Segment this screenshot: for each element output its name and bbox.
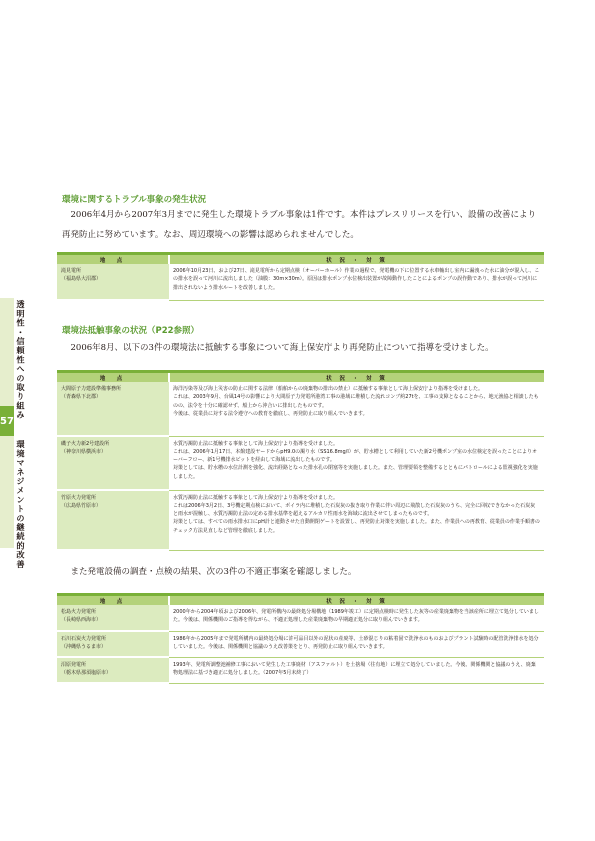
page-number: 57 bbox=[0, 406, 14, 436]
row-place: 石川石炭火力発電所 （沖縄県うるま市） bbox=[57, 631, 169, 657]
table-row bbox=[57, 631, 544, 657]
row-place: 磯子火力新2号建設所 （神奈川県横浜市） bbox=[57, 436, 169, 490]
row-desc: 2006年10月23日、および27日、滝見電所から定期点検（オーバーホール）作業の過程で、発電機の下に位置する水車軸出し室内に漏洩った水に油分が混入し、この排水を誤って河川に流出しました（油膜：30m×30m）。原因は排水ポンプ水位検出装置が故障動作したことによるポンプの誤作動であり、排水が誤って河川に排出されないよう排水ルートを改善しました。 bbox=[169, 264, 544, 300]
table3-header-desc: 状 況 ・ 対 策 bbox=[169, 596, 544, 605]
row-place: 滝見電所 （福島県大沼郡） bbox=[57, 264, 169, 300]
row-desc: 水質汚濁防止法に抵触する事象として海上保安庁より指導を受けました。 これは2006年3月2日、3号機定期点検において、ボイラ内に堆積した石炭灰の抜き取り作業に伴い周辺に飛散した石炭灰のうち、完全に回収できなかった石炭灰と雨水が混触し、水質汚濁防止法の定める排水基準を超えるアルカリ性雨水を海域に流出させてしまったものです。 対策としては、すべての雨水排水口にpH計と連動させた自動開閉ゲートを設置し、再発防止対策を実施しました。また、作業員への再教育、従業員の作業手順書のチェック方法見直しなど管理を徹底しました。 bbox=[169, 490, 544, 550]
table-row bbox=[57, 657, 544, 683]
row-place: 松島火力発電所 （長崎県西海市） bbox=[57, 605, 169, 631]
table3 bbox=[57, 596, 544, 684]
side-tab-bottom bbox=[0, 436, 14, 548]
table3-header-place: 地 点 bbox=[57, 596, 169, 605]
table2 bbox=[57, 373, 544, 551]
row-desc: 1986年から2005年まで発電所構内の最終処分場に許可品目以外の泥状の産廃等、土砂混じりの粘着固で洗浄水のものおよびプラント試験時の配管洗浄排水を処分していました。今後は、関係機関と協議のうえ改善策をとり、再発防止に取り組んでいきます。 bbox=[169, 631, 544, 657]
section2-paragraph: 2006年8月、以下の3件の環境法に抵触する事象について海上保安庁より再発防止について指導を受けました。 bbox=[70, 343, 494, 353]
side-title-bottom: 環境マネジメントの継続的改善 bbox=[16, 440, 26, 569]
table-row bbox=[57, 436, 544, 490]
table2-header-desc: 状 況 ・ 対 策 bbox=[169, 373, 544, 382]
row-desc: 1993年、発電所調整池補修工事において発生した工事廃材（アスファルト）を土捨場（往有地）に埋立て処分していました。今後、関係機関と協議のうえ、廃棄物処理法に基づき適正に処分しました。（2007年5月末終了） bbox=[169, 657, 544, 683]
section2-heading: 環境法抵触事象の状況（P22参照） bbox=[62, 326, 200, 336]
section1-heading: 環境に関するトラブル事象の発生状況 bbox=[62, 195, 207, 205]
section1-paragraph: 2006年4月から2007年3月までに発生した環境トラブル事象は1件です。本件はプレスリリースを行い、設備の改善により再発防止に努めています。なお、周辺環境への影響は認められませんでした。 bbox=[62, 210, 536, 240]
table-row bbox=[57, 264, 544, 300]
table1-header-place: 地 点 bbox=[57, 255, 169, 264]
table-row bbox=[57, 382, 544, 436]
row-desc: 2000年から2004年頃および2006年、発電所構内の最終処分場構地（1989年竣工）に定期点検時に発生した灰等の産業廃棄物を当該産所に埋立て処分していました。今後は、関係機関のご指導を得ながら、不適正処理した産業廃棄物の早期適正処分に取り組んでいきます。 bbox=[169, 605, 544, 631]
row-place: 竹原火力発電所 （広島県竹原市） bbox=[57, 490, 169, 550]
side-title-top: 透明性・信頼性への取り組み bbox=[16, 300, 26, 420]
table1 bbox=[57, 255, 544, 301]
row-place: 大間原子力建設準備事務所 （青森県下北郡） bbox=[57, 382, 169, 436]
table-row bbox=[57, 605, 544, 631]
side-tab-top bbox=[0, 298, 14, 406]
row-desc: 海洋汚染等及び海上災害の防止に関する法律（船舶からの廃棄物の排出の禁止）に抵触する事象として海上保安庁より指導を受けました。 これは、2003年9月、台風14号の影響により大間原子力発電所港湾工事の港域に堆積した流れコンブ約27tを、工事の支障となることから、地元漁協と相談したものの、法令を十分に確認せず、船上から沖合いに排出したものです。 今後は、従業員に対する法令遵守への教育を徹底し、再発防止に取り組んでいきます。 bbox=[169, 382, 544, 436]
row-desc: 水質汚濁防止法に抵触する事象として海上保安庁より指導を受けました。 これは、2006年1月17日、本館建設ヤードからpH9.0の濁り水（SS16.8mg/l）が、貯水槽として利用していた新2号機ポンプ室の水位検定を誤ったことによりオーバーフロー、新1号機排水ピットを経由して海域に流出したものです。 対策としては、貯水槽の水位計測を強化、流出経路となった排水孔の閉塞等を実施しました。また、管理要領を整備するとともにパトロールによる監視強化を実施しました。 bbox=[169, 436, 544, 490]
row-place: 沼原発電所 （栃木県那須塩原市） bbox=[57, 657, 169, 683]
table1-header-desc: 状 況 ・ 対 策 bbox=[169, 255, 544, 264]
table2-header-place: 地 点 bbox=[57, 373, 169, 382]
table-row bbox=[57, 490, 544, 550]
section3-paragraph: また発電設備の調査・点検の結果、次の3件の不適正事案を確認しました。 bbox=[70, 567, 357, 577]
